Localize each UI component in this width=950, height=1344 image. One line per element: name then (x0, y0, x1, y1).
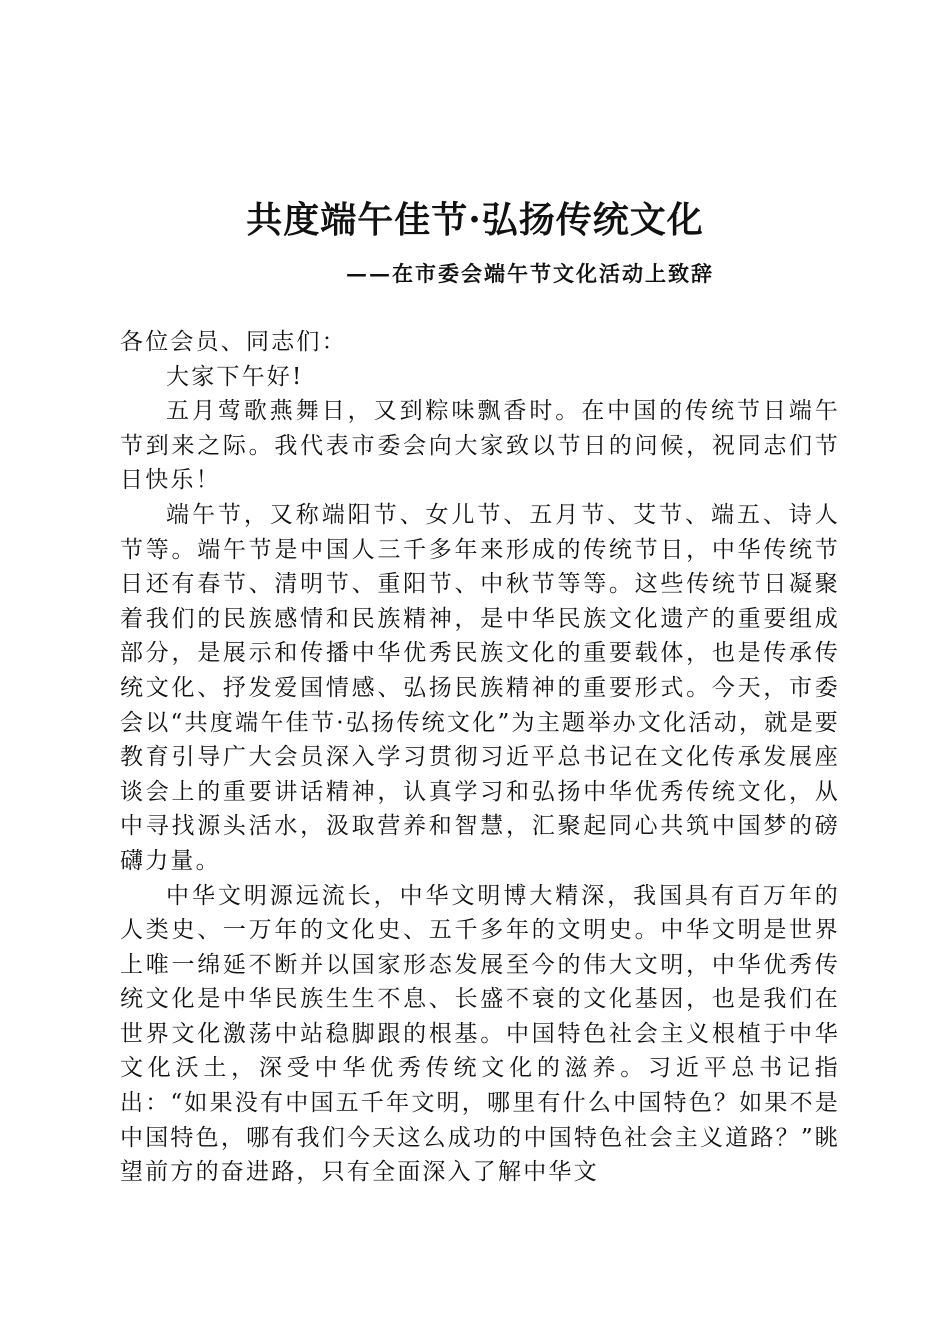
greeting: 大家下午好! (166, 363, 304, 390)
document-title: 共度端午佳节·弘扬传统文化 (246, 199, 704, 241)
paragraph: 五月莺歌燕舞日，又到粽味飘香时。在中国的传统节日端午节到来之际。我代表市委会向大家致以节日的问候，祝同志们节日快乐！ (120, 398, 840, 494)
document-subtitle: ——在市委会端午节文化活动上致辞 (346, 261, 714, 286)
document-body (120, 325, 840, 1190)
paragraph: 中华文明源远流长，中华文明博大精深，我国具有百万年的人类史、一万年的文化史、五千多年的文明史。中华文明是世界上唯一绵延不断并以国家形态发展至今的伟大文明，中华优秀传统文化是中华民族生生不息、长盛不衰的文化基因，也是我们在世界文化激荡中站稳脚跟的根基。中国特色社会主义根植于中华文化沃土，深受中华优秀传统文化的滋养。习近平总书记指出：“如果没有中国五千年文明，哪里有什么中国特色？如果不是中国特色，哪有我们今天这么成功的中国特色社会主义道路？”眺望前方的奋进路，只有全面深入了解中华文 (120, 882, 840, 1186)
paragraph: 端午节，又称端阳节、女儿节、五月节、艾节、端五、诗人节等。端午节是中国人三千多年来形成的传统节日，中华传统节日还有春节、清明节、重阳节、中秋节等等。这些传统节日凝聚着我们的民族感情和民族精神，是中华民族文化遗产的重要组成部分，是展示和传播中华优秀民族文化的重要载体，也是传承传统文化、抒发爱国情感、弘扬民族精神的重要形式。今天，市委会以“共度端午佳节·弘扬传统文化”为主题举办文化活动，就是要教育引导广大会员深入学习贯彻习近平总书记在文化传承发展座谈会上的重要讲话精神，认真学习和弘扬中华优秀传统文化，从中寻找源头活水，汲取营养和智慧，汇聚起同心共筑中国梦的磅礴力量。 (120, 501, 840, 874)
salutation: 各位会员、同志们： (120, 329, 347, 355)
